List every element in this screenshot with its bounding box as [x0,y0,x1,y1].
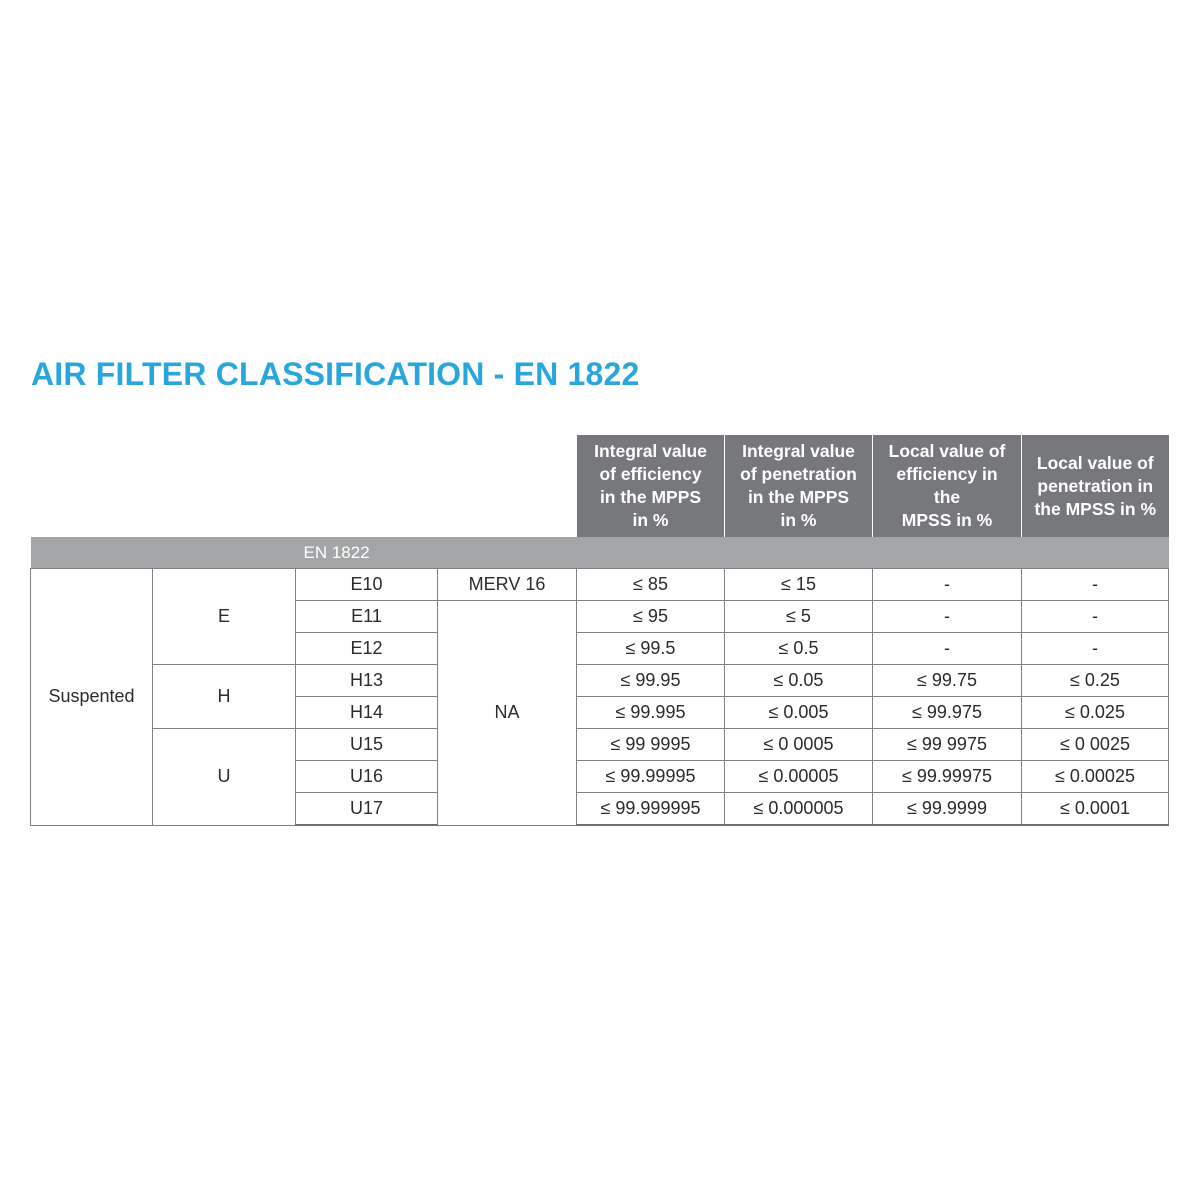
header-integral-efficiency: Integral value of efficiency in the MPPS in % [577,435,725,537]
integral-efficiency-cell: ≤ 99 9995 [577,729,725,761]
integral-penetration-cell: ≤ 0.005 [725,697,873,729]
header-local-penetration: Local value of penetration in the MPSS in % [1022,435,1169,537]
group-cell: H [153,665,296,729]
local-efficiency-cell: - [873,601,1022,633]
filter-class-cell: E11 [296,601,438,633]
filter-class-cell: U17 [296,793,438,826]
integral-penetration-cell: ≤ 0.5 [725,633,873,665]
local-penetration-cell: ≤ 0.25 [1022,665,1169,697]
local-efficiency-cell: - [873,633,1022,665]
integral-penetration-cell: ≤ 0 0005 [725,729,873,761]
table-row [31,665,1169,697]
local-penetration-cell: ≤ 0 0025 [1022,729,1169,761]
integral-penetration-cell: ≤ 0.00005 [725,761,873,793]
header-row [31,435,1169,537]
local-efficiency-cell: ≤ 99.75 [873,665,1022,697]
filter-class-cell: E12 [296,633,438,665]
local-penetration-cell: - [1022,633,1169,665]
group-cell: U [153,729,296,826]
merv-cell: NA [438,601,577,826]
local-efficiency-cell: ≤ 99.99975 [873,761,1022,793]
integral-efficiency-cell: ≤ 95 [577,601,725,633]
local-penetration-cell: ≤ 0.00025 [1022,761,1169,793]
integral-efficiency-cell: ≤ 99.99995 [577,761,725,793]
integral-efficiency-cell: ≤ 99.995 [577,697,725,729]
page-title: AIR FILTER CLASSIFICATION - EN 1822 [31,356,640,392]
standard-label: EN 1822 [303,542,370,562]
category-cell: Suspented [31,569,153,826]
local-penetration-cell: ≤ 0.0001 [1022,793,1169,826]
group-cell: E [153,569,296,665]
merv-cell: MERV 16 [438,569,577,601]
integral-penetration-cell: ≤ 0.000005 [725,793,873,826]
integral-efficiency-cell: ≤ 85 [577,569,725,601]
filter-class-cell: H13 [296,665,438,697]
local-efficiency-cell: ≤ 99 9975 [873,729,1022,761]
integral-penetration-cell: ≤ 5 [725,601,873,633]
filter-class-cell: U16 [296,761,438,793]
integral-efficiency-cell: ≤ 99.999995 [577,793,725,826]
integral-penetration-cell: ≤ 0.05 [725,665,873,697]
header-local-efficiency: Local value of efficiency in the MPSS in % [873,435,1022,537]
integral-efficiency-cell: ≤ 99.5 [577,633,725,665]
filter-class-cell: U15 [296,729,438,761]
local-penetration-cell: ≤ 0.025 [1022,697,1169,729]
integral-efficiency-cell: ≤ 99.95 [577,665,725,697]
local-efficiency-cell: ≤ 99.9999 [873,793,1022,826]
filter-class-cell: H14 [296,697,438,729]
header-integral-penetration: Integral value of penetration in the MPPS in % [725,435,873,537]
local-penetration-cell: - [1022,601,1169,633]
standard-band [31,537,1169,569]
header-spacer [31,435,577,537]
filter-class-cell: E10 [296,569,438,601]
local-efficiency-cell: - [873,569,1022,601]
local-penetration-cell: - [1022,569,1169,601]
classification-table [30,435,1169,826]
local-efficiency-cell: ≤ 99.975 [873,697,1022,729]
integral-penetration-cell: ≤ 15 [725,569,873,601]
table-row [31,569,1169,601]
table-row [31,729,1169,761]
